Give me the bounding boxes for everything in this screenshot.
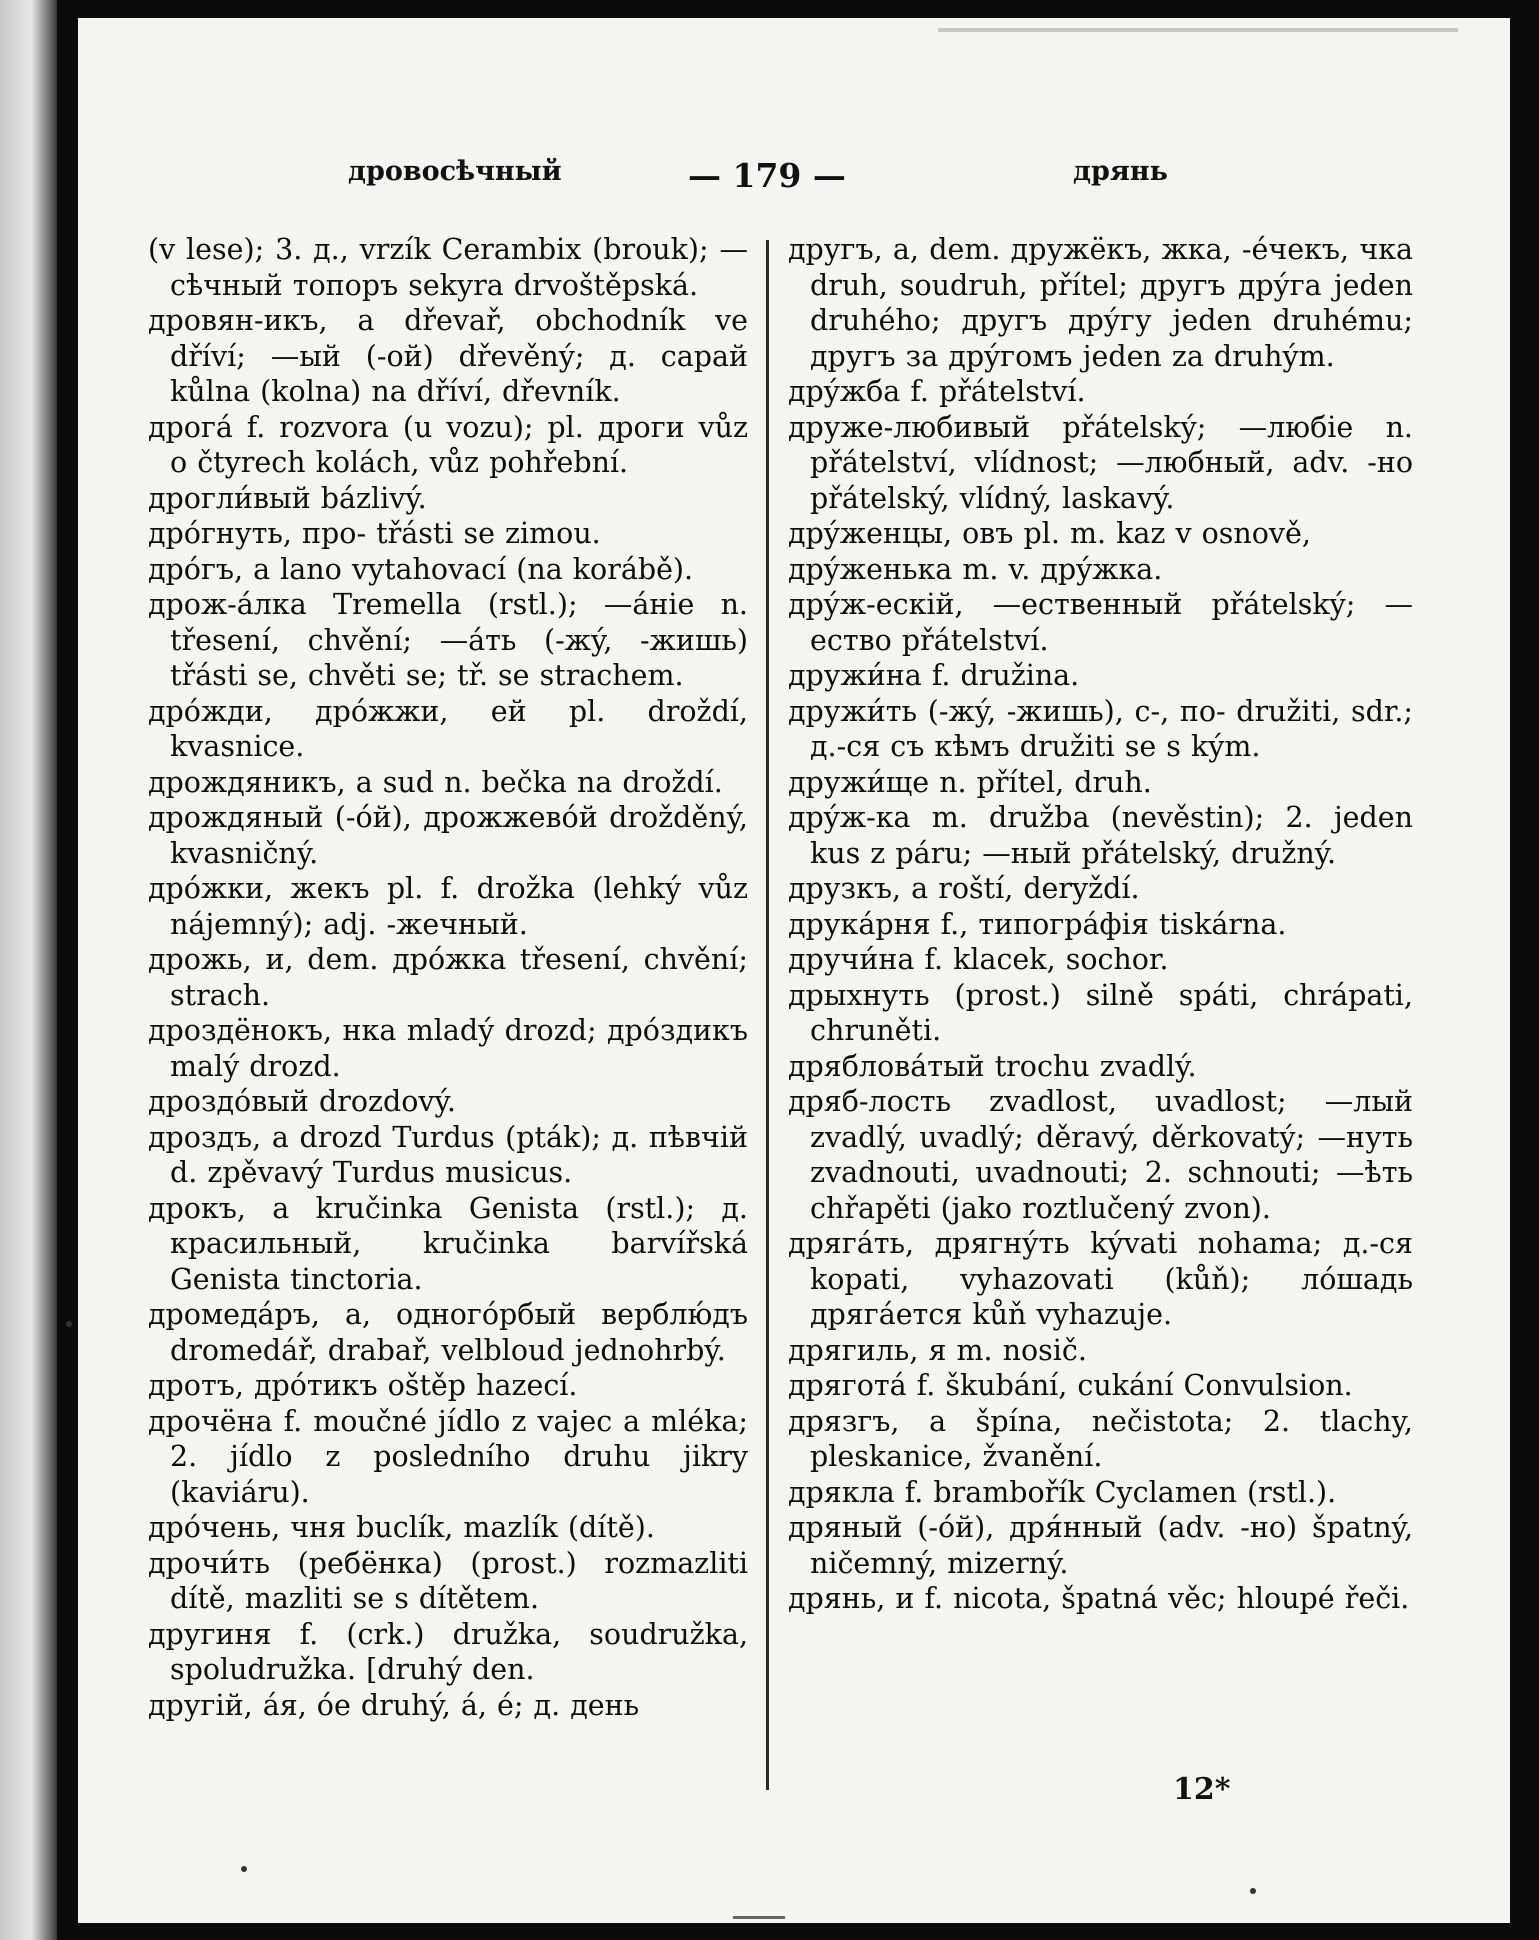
dictionary-entry: дрочи́ть (ребёнка) (prost.) rozmazliti dítě, mazliti se s dítětem. — [148, 1546, 748, 1615]
dictionary-entry: другъ, a, dem. дружёкъ, жка, -éчекъ, чка druh, soudruh, přítel; другъ дрýга jeden druhého; другъ дрýгу jeden druhému; другъ за дрýгомъ jeden za druhým. — [788, 233, 1413, 373]
dictionary-entry: дроздóвый drozdový. — [148, 1085, 456, 1118]
dictionary-entry: дрянь, и f. nicota, špatná věc; hloupé řeči. — [788, 1582, 1410, 1615]
dictionary-entry: дрогá f. rozvora (u vozu); pl. дроги vůz o čtyrech kolách, vůz pohřební. — [148, 410, 748, 479]
dictionary-entry: дрязгъ, a špína, nečistota; 2. tlachy, pleskanice, žvanění. — [788, 1404, 1413, 1473]
dictionary-entry: дряный (-óй), дря́нный (adv. -но) špatný, ničemný, mizerný. — [788, 1511, 1413, 1580]
dictionary-entry: другій, áя, óе druhý, á, é; д. день — [148, 1688, 640, 1722]
dictionary-entry: дрягиль, я m. nosič. — [788, 1333, 1087, 1367]
dictionary-entry: дрыхнуть (prost.) silně spáti, chrápati, chruněti. — [788, 978, 1413, 1047]
dictionary-entry: дрóжди, дрóжжи, ей pl. droždí, kvasnice. — [148, 694, 748, 763]
dictionary-entry: друже-любивый přátelský; —любіе n. přátelství, vlídnost; —любный, adv. -но přátelský, vlídný, laskavý. — [788, 410, 1413, 515]
dictionary-entry: дружи́на f. družina. — [788, 659, 1080, 692]
dictionary-entry: дрýж-ескій, —ественный přátelský; —ество přátelství. — [788, 588, 1413, 657]
page-number: — 179 — — [688, 156, 846, 195]
dictionary-entry: дромедáръ, a, одногóрбый верблю́дъ dromedář, drabař, velbloud jednohrbý. — [148, 1298, 748, 1367]
dictionary-entry: дрочёна f. moučné jídlo z vajec a mléka; 2. jídlo z posledního druhu jikry (kaviáru). — [148, 1404, 748, 1509]
dictionary-entry: друкáрня f., типогрáфія tiskárna. — [788, 907, 1287, 941]
dictionary-entry: дрождяный (-óй), дрожжевóй drožděný, kvasničný. — [148, 801, 748, 870]
adjacent-page-edge — [0, 0, 57, 1940]
right-column — [788, 232, 1413, 1617]
dictionary-entry: дряготá f. škubání, cukání Convulsion. — [788, 1369, 1353, 1402]
dictionary-entry: (v lese); 3. д., vrzík Cerambix (brouk); —сѣчный топоръ sekyra drvoštěpská. — [148, 233, 748, 302]
dictionary-entry: дружи́ще n. přítel, druh. — [788, 765, 1152, 799]
left-column — [148, 232, 748, 1723]
left-guideword: дровосѣчный — [348, 156, 562, 187]
dictionary-entry: дрокъ, a kručinka Genista (rstl.); д. красильный, kručinka barvířská Genista tinctoria. — [148, 1191, 748, 1296]
dictionary-entry: дрогли́вый bázlivý. — [148, 481, 427, 515]
dictionary-entry: дрýженька m. v. дрýжка. — [788, 552, 1163, 586]
dictionary-entry: дрябловáтый trochu zvadlý. — [788, 1049, 1197, 1083]
dictionary-entry: дрýжба f. přátelství. — [788, 375, 1086, 408]
scan-speck — [1250, 1888, 1256, 1894]
dictionary-entry: дровян-икъ, a dřevař, obchodník ve dříví; —ый (-ой) dřevěný; д. сарай kůlna (kolna) na dříví, dřevník. — [148, 304, 748, 408]
scan-artifact — [938, 28, 1458, 32]
dictionary-entry: дрягáть, дрягнýть kývati nohama; д.-ся kopati, vyhazovati (kůň); лóшадь дрягáется kůň vyhazuje. — [788, 1227, 1413, 1331]
dictionary-entry: дрож-áлка Tremella (rstl.); —áніе n. třesení, chvění; —áть (-жý, -жишь) třásti se, chvěti se; tř. se strachem. — [148, 588, 748, 692]
dictionary-entry: дрýженцы, овъ pl. m. kaz v osnově, — [788, 517, 1311, 550]
dictionary-entry: другиня f. (crk.) družka, soudružka, spoludružka. [druhý den. — [148, 1617, 748, 1686]
dictionary-entry: дрóгъ, a lano vytahovací (na korábě). — [148, 552, 694, 586]
scan-speck — [241, 1866, 247, 1872]
dictionary-entry: дружи́ть (-жý, -жишь), с-, по- družiti, sdr.; д.-ся съ кѣмъ družiti se s kým. — [788, 694, 1413, 763]
dictionary-entry: дрóжки, жекъ pl. f. drožka (lehký vůz nájemný); adj. -жечный. — [148, 872, 748, 941]
dictionary-entry: дручи́на f. klacek, sochor. — [788, 943, 1169, 976]
signature-mark: 12* — [1173, 1772, 1231, 1807]
dictionary-entry: дроздёнокъ, нка mladý drozd; дрóздикъ malý drozd. — [148, 1014, 748, 1083]
dictionary-entry: дряб-лость zvadlost, uvadlost; —лый zvadlý, uvadlý; děravý, děrkovatý; —нуть zvadnouti, uvadnouti; 2. schnouti; —ѣть chřapěti (jako roztlučený zvon). — [788, 1085, 1413, 1225]
scan-artifact — [733, 1916, 785, 1919]
column-divider — [766, 240, 769, 1790]
dictionary-entry: дроздъ, a drozd Turdus (pták); д. пѣвчій d. zpěvavý Turdus musicus. — [148, 1120, 748, 1189]
page-header — [78, 156, 1510, 196]
right-guideword: дрянь — [1073, 156, 1168, 187]
scan-speck — [66, 1321, 72, 1327]
dictionary-entry: друзкъ, a roští, deryždí. — [788, 872, 1140, 905]
dictionary-entry: дрожь, и, dem. дрóжка třesení, chvění; strach. — [148, 943, 748, 1012]
dictionary-entry: дрóчень, чня buclík, mazlík (dítě). — [148, 1511, 655, 1544]
dictionary-entry: дротъ, дрóтикъ oštěp hazecí. — [148, 1369, 578, 1402]
dictionary-page — [78, 18, 1510, 1923]
dictionary-entry: дрякла f. brambořík Cyclamen (rstl.). — [788, 1475, 1337, 1509]
dictionary-entry: дрождяникъ, a sud n. bečka na droždí. — [148, 765, 723, 799]
dictionary-entry: дрýж-ка m. družba (nevěstin); 2. jeden kus z páru; —ный přátelský, družný. — [788, 801, 1413, 870]
dictionary-entry: дрóгнуть, про- třásti se zimou. — [148, 517, 601, 550]
